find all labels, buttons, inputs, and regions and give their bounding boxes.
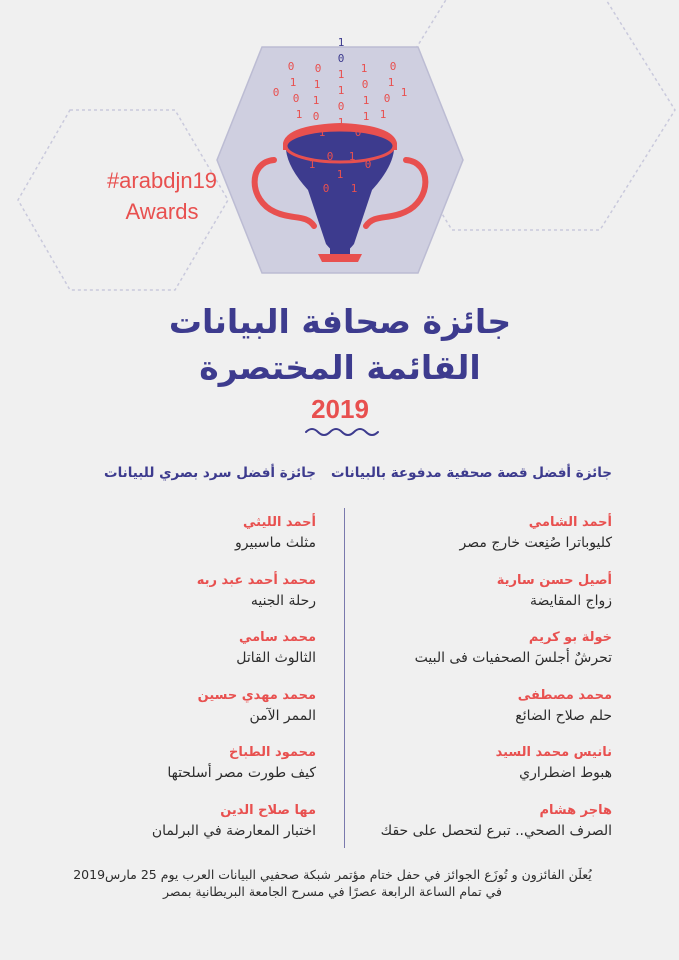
svg-text:1: 1 [362, 94, 370, 107]
nominee-name: أحمد الشامي [528, 515, 612, 530]
column-data-driven-story [331, 462, 612, 858]
nominee-work: مثلث ماسبيرو [235, 535, 316, 551]
svg-text:1: 1 [337, 68, 345, 81]
nominee-work: زواج المقايضة [529, 592, 612, 609]
svg-text:1: 1 [313, 78, 321, 91]
nominee-work: الممر الآمن [249, 707, 316, 724]
svg-text:1: 1 [337, 84, 345, 97]
nominee-name: مها صلاح الدين [220, 802, 316, 818]
page-title: جائزة صحافة البيانات [168, 302, 512, 341]
svg-text:0: 0 [337, 52, 345, 65]
list-item [66, 685, 316, 743]
svg-text:1: 1 [289, 76, 297, 89]
nominee-name: محمد أحمد عبد ربه [196, 572, 316, 588]
svg-text:1: 1 [337, 36, 345, 49]
nominee-work: رحلة الجنيه [250, 592, 316, 609]
list-item [362, 627, 612, 685]
decorative-background [0, 0, 679, 460]
list-item [362, 512, 612, 570]
hashtag-awards: Awards [125, 199, 199, 224]
svg-text:0: 0 [272, 86, 280, 99]
svg-text:1: 1 [312, 94, 320, 107]
list-item [362, 570, 612, 628]
column-divider [344, 508, 345, 848]
footer-line-2: في تمام الساعة الرابعة عصرًا في مسرح الجامعة البريطانية بمصر [162, 884, 503, 899]
svg-text:0: 0 [383, 92, 391, 105]
title-year: 2019 [311, 394, 369, 424]
svg-text:0: 0 [292, 92, 300, 105]
nominee-name: هاجر هشام [539, 802, 612, 818]
list-item [66, 512, 316, 570]
hashtag-text: #arabdjn19 [106, 168, 218, 193]
nominee-name: محمد مهدي حسين [197, 687, 316, 703]
svg-text:0: 0 [326, 150, 334, 163]
svg-text:1: 1 [350, 182, 358, 195]
svg-text:0: 0 [312, 110, 320, 123]
nominee-work: كليوباترا صُنِعت خارج مصر [459, 535, 612, 551]
svg-text:1: 1 [308, 158, 316, 171]
nominee-work: اختبار المعارضة في البرلمان [151, 822, 316, 839]
list-item [66, 800, 316, 858]
nominee-name: محمود الطباخ [228, 745, 316, 761]
nominee-name: محمد مصطفى [517, 687, 612, 703]
nominee-work: كيف طورت مصر أسلحتها [167, 765, 316, 782]
list-item [362, 742, 612, 800]
nominee-name: أحمد الليثي [243, 515, 316, 530]
svg-text:0: 0 [364, 158, 372, 171]
svg-text:0: 0 [322, 182, 330, 195]
svg-text:0: 0 [337, 100, 345, 113]
svg-text:0: 0 [314, 62, 322, 75]
svg-text:1: 1 [360, 62, 368, 75]
svg-text:1: 1 [337, 116, 345, 129]
nominee-work: تحرشٌ أجلسَ الصحفيات فى البيت [414, 650, 612, 667]
list-item [362, 800, 612, 858]
page-subtitle: القائمة المختصرة [199, 348, 481, 387]
svg-text:0: 0 [287, 60, 295, 73]
column-heading: جائزة أفضل قصة صحفية مدفوعة بالبيانات [331, 465, 612, 481]
list-item [66, 627, 316, 685]
nominee-work: حلم صلاح الضائع [515, 707, 612, 724]
svg-text:0: 0 [361, 78, 369, 91]
hashtag-label [82, 165, 242, 227]
column-heading: جائزة أفضل سرد بصري للبيانات [104, 465, 316, 481]
svg-text:1: 1 [400, 86, 408, 99]
list-item [362, 685, 612, 743]
svg-text:1: 1 [348, 150, 356, 163]
list-item [66, 570, 316, 628]
wave-underline-icon [306, 429, 378, 435]
svg-text:1: 1 [295, 108, 303, 121]
nominee-name: نانيس محمد السيد [495, 745, 612, 761]
nominee-work: الصرف الصحي.. تبرع لتحصل على حقك [380, 822, 612, 839]
svg-text:1: 1 [336, 168, 344, 181]
column-visual-storytelling [66, 462, 316, 858]
list-item [66, 742, 316, 800]
nominee-work: هبوط اضطراري [519, 765, 612, 782]
svg-text:1: 1 [362, 110, 370, 123]
nominee-name: محمد سامي [238, 630, 316, 646]
nominee-work: الثالوث القاتل [236, 650, 316, 667]
nominee-name: خولة بو كريم [528, 630, 612, 646]
footer-note [60, 866, 605, 900]
svg-text:1: 1 [379, 108, 387, 121]
svg-text:1: 1 [318, 126, 326, 139]
footer-line-1: يُعلَن الفائزون و تُوزَع الجوائز في حفل ختام مؤتمر شبكة صحفيي البيانات العرب يوم 25 مارس2019 [73, 867, 592, 882]
svg-text:1: 1 [387, 76, 395, 89]
svg-text:0: 0 [354, 126, 362, 139]
nominee-name: أصيل حسن سارية [496, 572, 612, 588]
svg-text:0: 0 [389, 60, 397, 73]
